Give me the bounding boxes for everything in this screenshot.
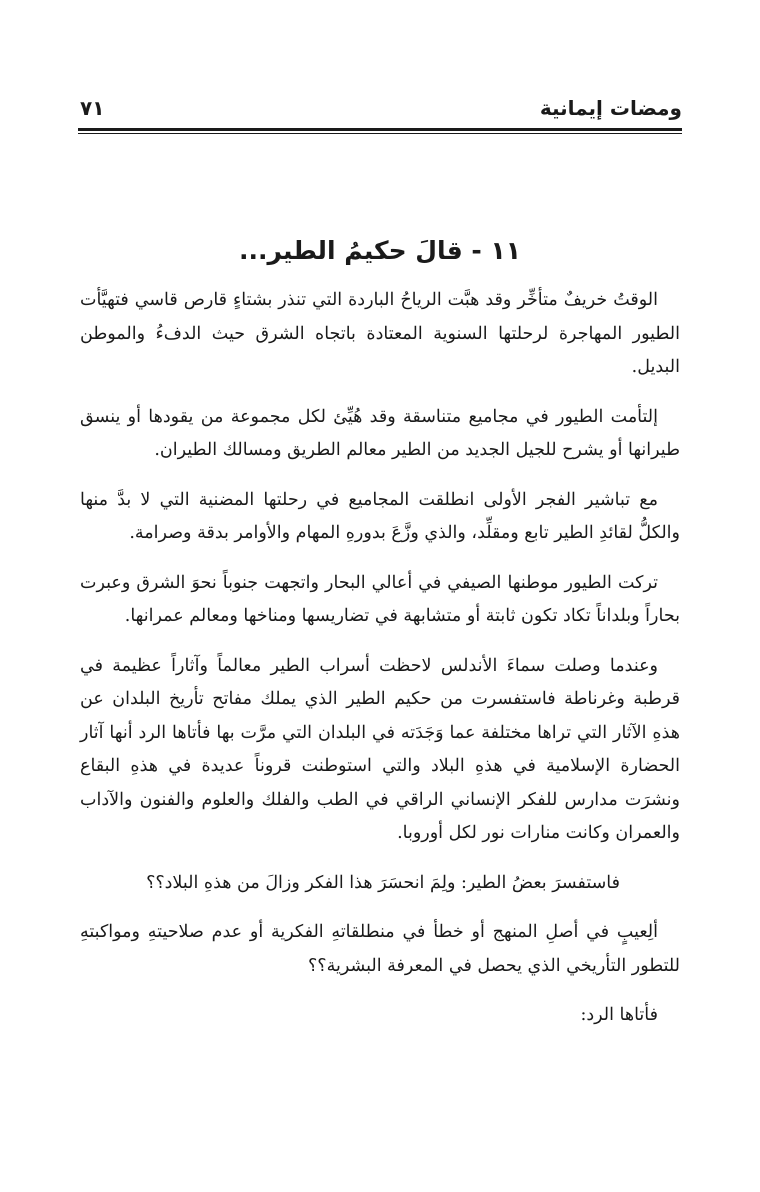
chapter-title: ١١ - قالَ حكيمُ الطير...: [238, 236, 522, 265]
header-rule-thin: [78, 133, 682, 134]
paragraph-2: إلتأمت الطيور في مجاميع متناسقة وقد هُيِّئ لكل مجموعة من يقودها أو ينسق طيرانها أو يشرح للجيل الجديد من الطير معالم الطريق ومسالك الطيران.: [80, 406, 680, 460]
paragraph-4: تركت الطيور موطنها الصيفي في أعالي البحار واتجهت جنوباً نحوَ الشرق وعبرت بحاراً وبلداناً تكاد تكون ثابتة أو متشابهة في تضاريسها ومناخها ومعالم عمرانها.: [80, 572, 680, 626]
paragraph-6: فاستفسرَ بعضُ الطير: ولِمَ انحسَرَ هذا الفكر وزالَ من هذهِ البلاد؟؟: [146, 872, 620, 893]
body-text: [80, 284, 680, 1049]
page-number: ٧١: [80, 96, 105, 120]
running-title: ومضات إيمانية: [539, 96, 682, 120]
running-header: [80, 96, 682, 128]
paragraph-8: فأتاها الرد:: [580, 1005, 658, 1025]
paragraph-1: الوقتُ خريفٌ متأخِّر وقد هبَّت الرياحُ الباردة التي تنذر بشتاءٍ قارص قاسي فتهيَّأت الطيور المهاجرة لرحلتها السنوية المعتادة باتجاه الشرق حيث الدفءُ والموطن البديل.: [80, 290, 680, 377]
header-rule: [78, 128, 682, 131]
paragraph-5: وعندما وصلت سماءَ الأندلس لاحظت أسراب الطير معالماً وآثاراً عظيمة في قرطبة وغرناطة فاستفسرت من حكيم الطير الذي يملك مفاتح تأريخ البلدان عن هذهِ الآثار التي تراها مختلفة عما وَجَدَته في البلدان التي مرَّت بها فأتاها الرد أنها آثار الحضارة الإسلامية في هذهِ البلاد والتي استوطنت قروناً عديدة في هذهِ البقاع ونشرَت مدارس للفكر الإنساني الراقي في الطب والفلك والعلوم والفنون والآداب والعمران وكانت منارات نور لكل أوروبا.: [80, 655, 680, 843]
paragraph-7: ألِعيبٍ في أصلِ المنهج أو خطأ في منطلقاتهِ الفكرية أو عدم صلاحيتهِ ومواكبتهِ للتطور التأريخي الذي يحصل في المعرفة البشرية؟؟: [80, 922, 680, 976]
paragraph-3: مع تباشير الفجر الأولى انطلقت المجاميع في رحلتها المضنية التي لا بدَّ منها والكلُّ لقائدِ الطير تابع ومقلِّد، والذي وزَّعَ بدورهِ المهام والأوامر بدقة وصرامة.: [80, 489, 680, 543]
